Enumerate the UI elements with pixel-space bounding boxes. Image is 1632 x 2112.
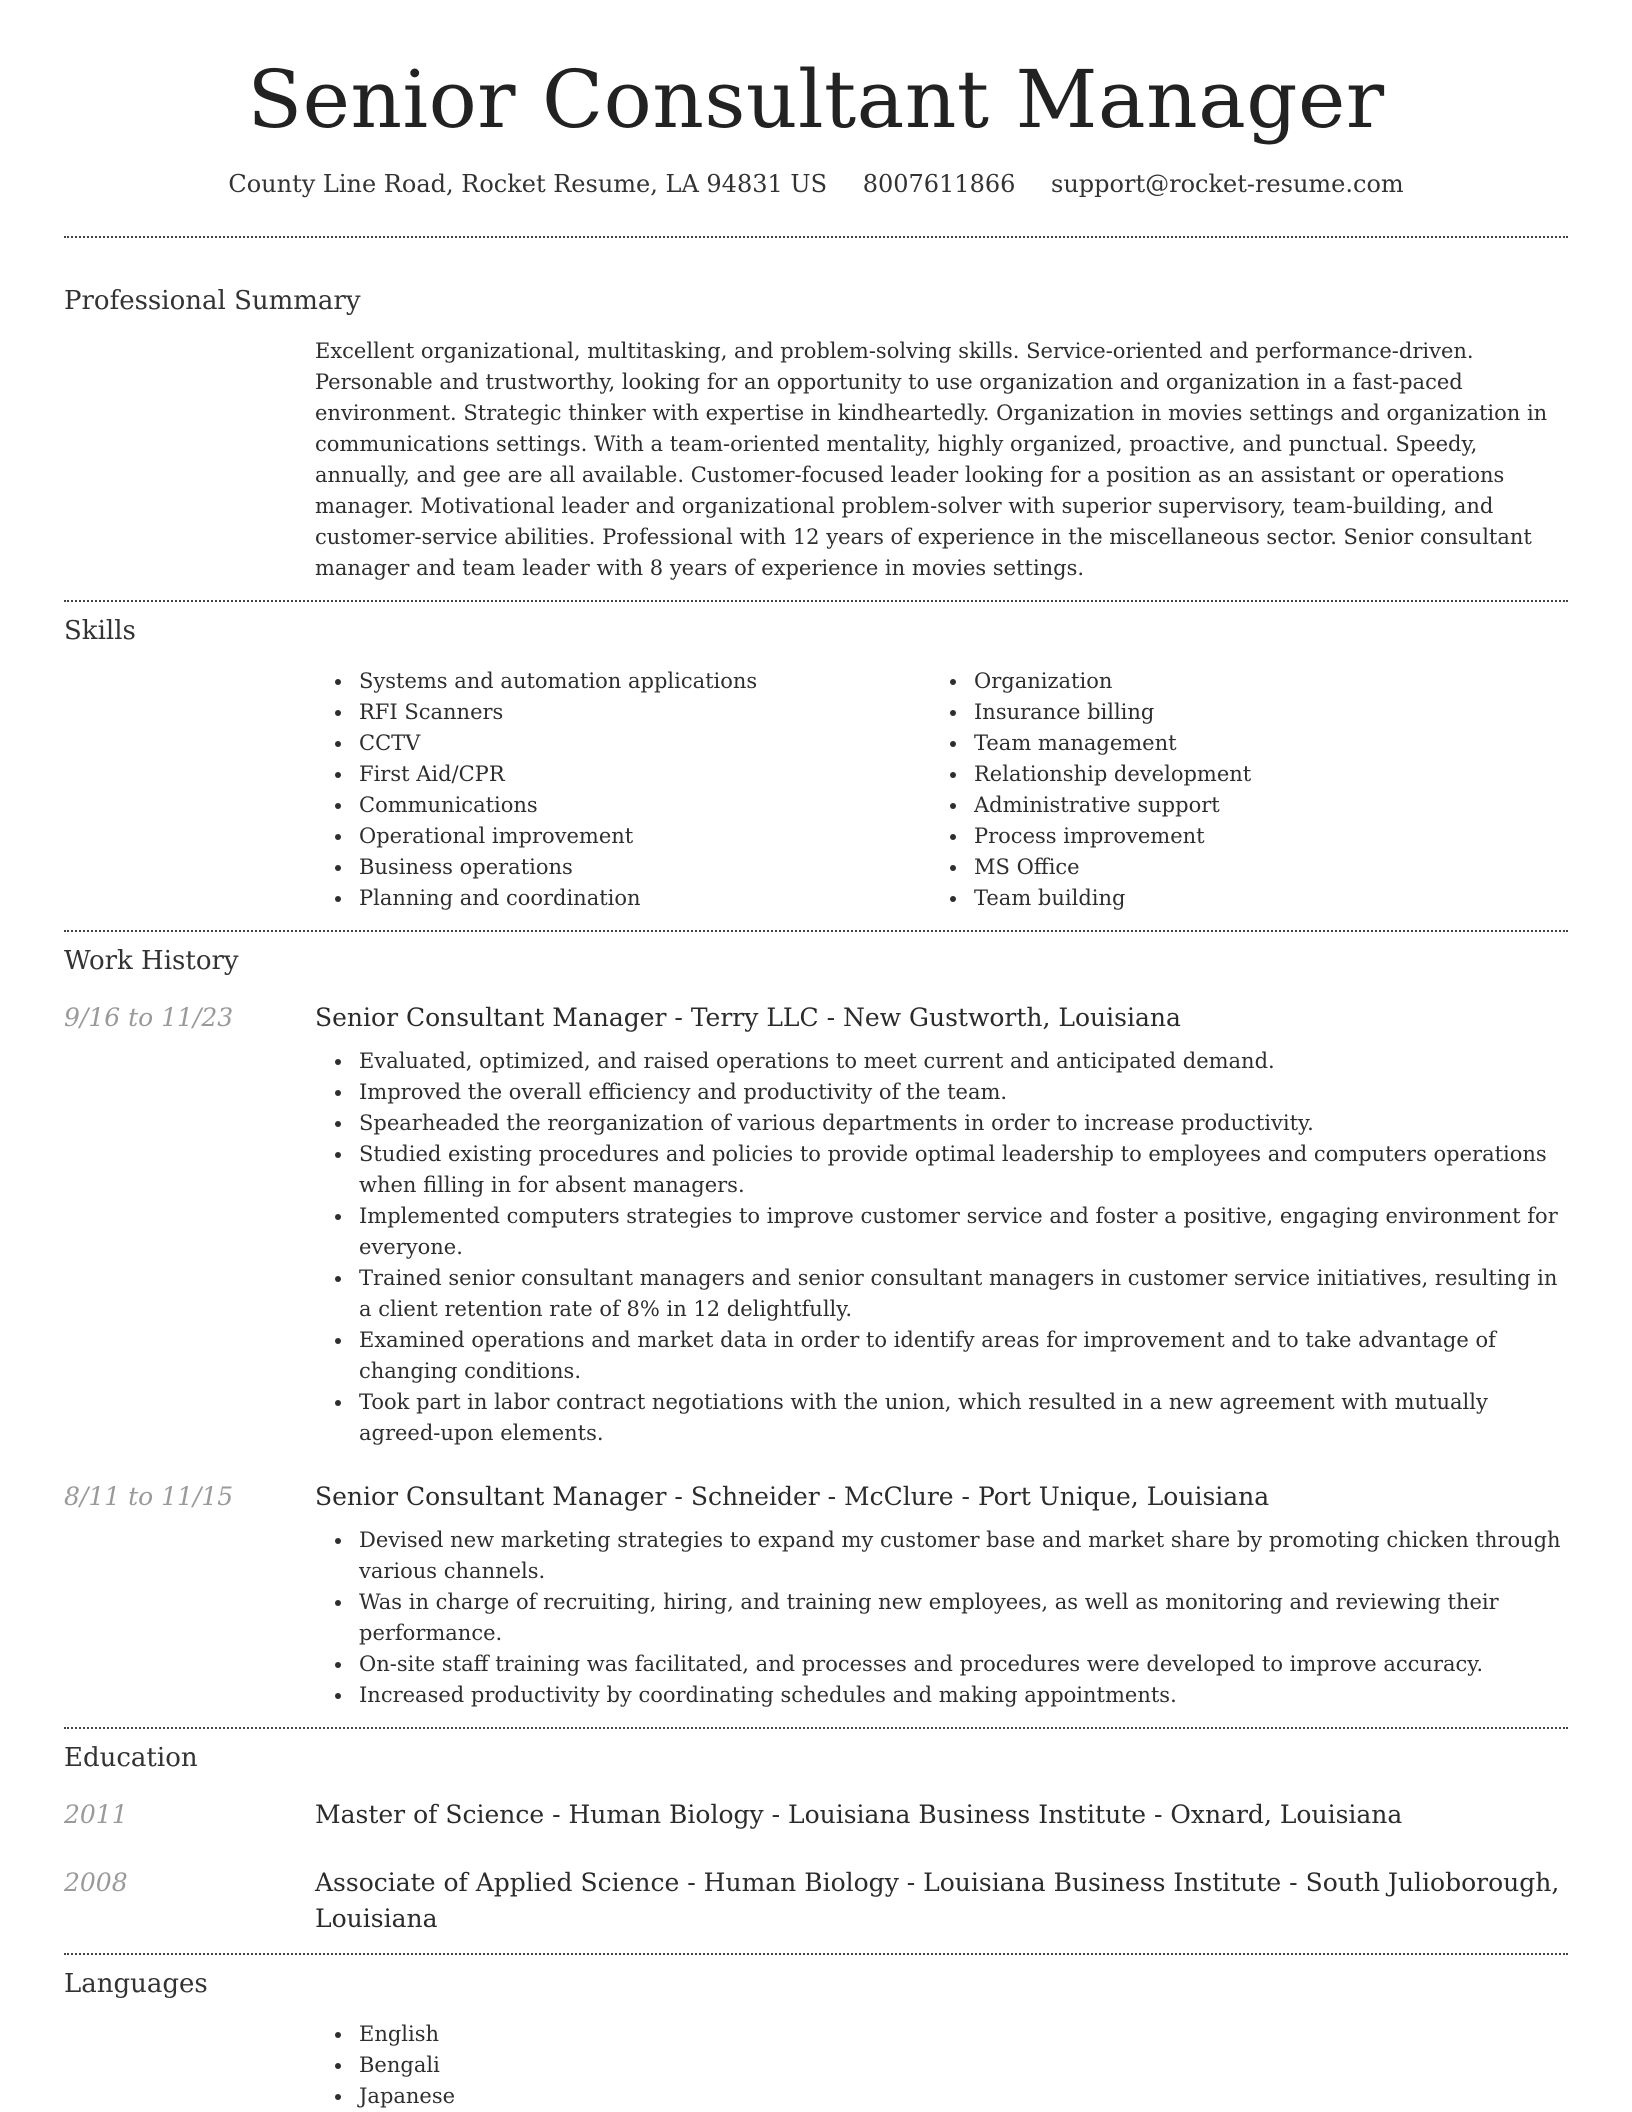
job-bullet-item: On-site staff training was facilitated, and processes and procedures were developed to improve accuracy. — [315, 1649, 1568, 1680]
skill-item: Team management — [930, 728, 1545, 759]
skills-section — [0, 602, 1632, 914]
skills-list-left — [315, 666, 930, 914]
job-bullet-item: Trained senior consultant managers and senior consultant managers in customer service initiatives, resulting in a client retention rate of 8% in 12 delightfully. — [315, 1263, 1568, 1325]
contact-address: County Line Road, Rocket Resume, LA 94831 US — [228, 170, 828, 198]
skill-item: Insurance billing — [930, 697, 1545, 728]
skill-item: Operational improvement — [315, 821, 930, 852]
education-entry — [64, 1797, 1568, 1833]
skill-item: RFI Scanners — [315, 697, 930, 728]
job-dates: 9/16 to 11/23 — [64, 1003, 234, 1032]
education-year: 2011 — [64, 1800, 128, 1829]
job-bullet-item: Examined operations and market data in order to identify areas for improvement and to take advantage of changing conditions. — [315, 1325, 1568, 1387]
contact-phone: 8007611866 — [862, 170, 1016, 198]
job-heading: Senior Consultant Manager - Schneider - McClure - Port Unique, Louisiana — [315, 1482, 1270, 1511]
work-history-heading: Work History — [64, 946, 239, 976]
skill-item: Business operations — [315, 852, 930, 883]
education-degree: Associate of Applied Science - Human Biology - Louisiana Business Institute - South Julioborough, Louisiana — [315, 1868, 1560, 1933]
skills-heading: Skills — [64, 616, 136, 646]
job-bullets — [315, 1046, 1568, 1449]
resume-header — [0, 0, 1632, 200]
skill-item: First Aid/CPR — [315, 759, 930, 790]
job-bullet-item: Spearheaded the reorganization of various departments in order to increase productivity. — [315, 1108, 1568, 1139]
job-bullet-item: Devised new marketing strategies to expand my customer base and market share by promoting chicken through various channels. — [315, 1525, 1568, 1587]
languages-section — [0, 1955, 1632, 2112]
language-item: Japanese — [315, 2081, 1568, 2112]
education-year: 2008 — [64, 1868, 128, 1897]
job-bullets — [315, 1525, 1568, 1711]
candidate-name: Senior Consultant Manager — [247, 53, 1385, 146]
skill-item: Process improvement — [930, 821, 1545, 852]
job-bullet-item: Evaluated, optimized, and raised operations to meet current and anticipated demand. — [315, 1046, 1568, 1077]
summary-text: Excellent organizational, multitasking, and problem-solving skills. Service-oriented and performance-driven. Personable and trustworthy, looking for an opportunity to use organization and organization in a fast-paced environment. Strategic thinker with expertise in kindheartedly. Organization in movies settings and organization in communications settings. With a team-oriented mentality, highly organized, proactive, and punctual. Speedy, annually, and gee are all available. Customer-focused leader looking for a position as an assistant or operations manager. Motivational leader and organizational problem-solver with superior supervisory, team-building, and customer-service abilities. Professional with 12 years of experience in the miscellaneous sector. Senior consultant manager and team leader with 8 years of experience in movies settings. — [315, 339, 1548, 580]
skill-item: Organization — [930, 666, 1545, 697]
job-bullet-item: Was in charge of recruiting, hiring, and training new employees, as well as monitoring and reviewing their performance. — [315, 1587, 1568, 1649]
skill-item: Team building — [930, 883, 1545, 914]
skills-list-right — [930, 666, 1545, 914]
skills-columns — [64, 666, 1568, 914]
job-bullet-item: Studied existing procedures and policies to provide optimal leadership to employees and computers operations when filling in for absent managers. — [315, 1139, 1568, 1201]
language-item: Bengali — [315, 2050, 1568, 2081]
skill-item: Administrative support — [930, 790, 1545, 821]
skill-item: CCTV — [315, 728, 930, 759]
language-item: English — [315, 2019, 1568, 2050]
work-history-section — [0, 932, 1632, 1711]
education-degree: Master of Science - Human Biology - Louisiana Business Institute - Oxnard, Louisiana — [315, 1800, 1403, 1829]
job-bullet-item: Improved the overall efficiency and productivity of the team. — [315, 1077, 1568, 1108]
job-heading: Senior Consultant Manager - Terry LLC - New Gustworth, Louisiana — [315, 1003, 1181, 1032]
skill-item: Communications — [315, 790, 930, 821]
summary-heading: Professional Summary — [64, 286, 361, 316]
education-section — [0, 1729, 1632, 1937]
skill-item: MS Office — [930, 852, 1545, 883]
education-heading: Education — [64, 1743, 198, 1773]
education-entry — [64, 1865, 1568, 1937]
job-dates: 8/11 to 11/15 — [64, 1482, 234, 1511]
job-bullet-item: Implemented computers strategies to improve customer service and foster a positive, engaging environment for everyone. — [315, 1201, 1568, 1263]
skill-item: Systems and automation applications — [315, 666, 930, 697]
skill-item: Planning and coordination — [315, 883, 930, 914]
skill-item: Relationship development — [930, 759, 1545, 790]
languages-heading: Languages — [64, 1969, 208, 1999]
job-entry — [64, 1000, 1568, 1449]
job-bullet-item: Increased productivity by coordinating schedules and making appointments. — [315, 1680, 1568, 1711]
languages-list — [315, 2019, 1568, 2112]
job-entry — [64, 1479, 1568, 1711]
job-bullet-item: Took part in labor contract negotiations with the union, which resulted in a new agreement with mutually agreed-upon elements. — [315, 1387, 1568, 1449]
contact-line — [0, 168, 1632, 200]
summary-section — [0, 238, 1632, 584]
contact-email: support@rocket-resume.com — [1051, 170, 1404, 198]
